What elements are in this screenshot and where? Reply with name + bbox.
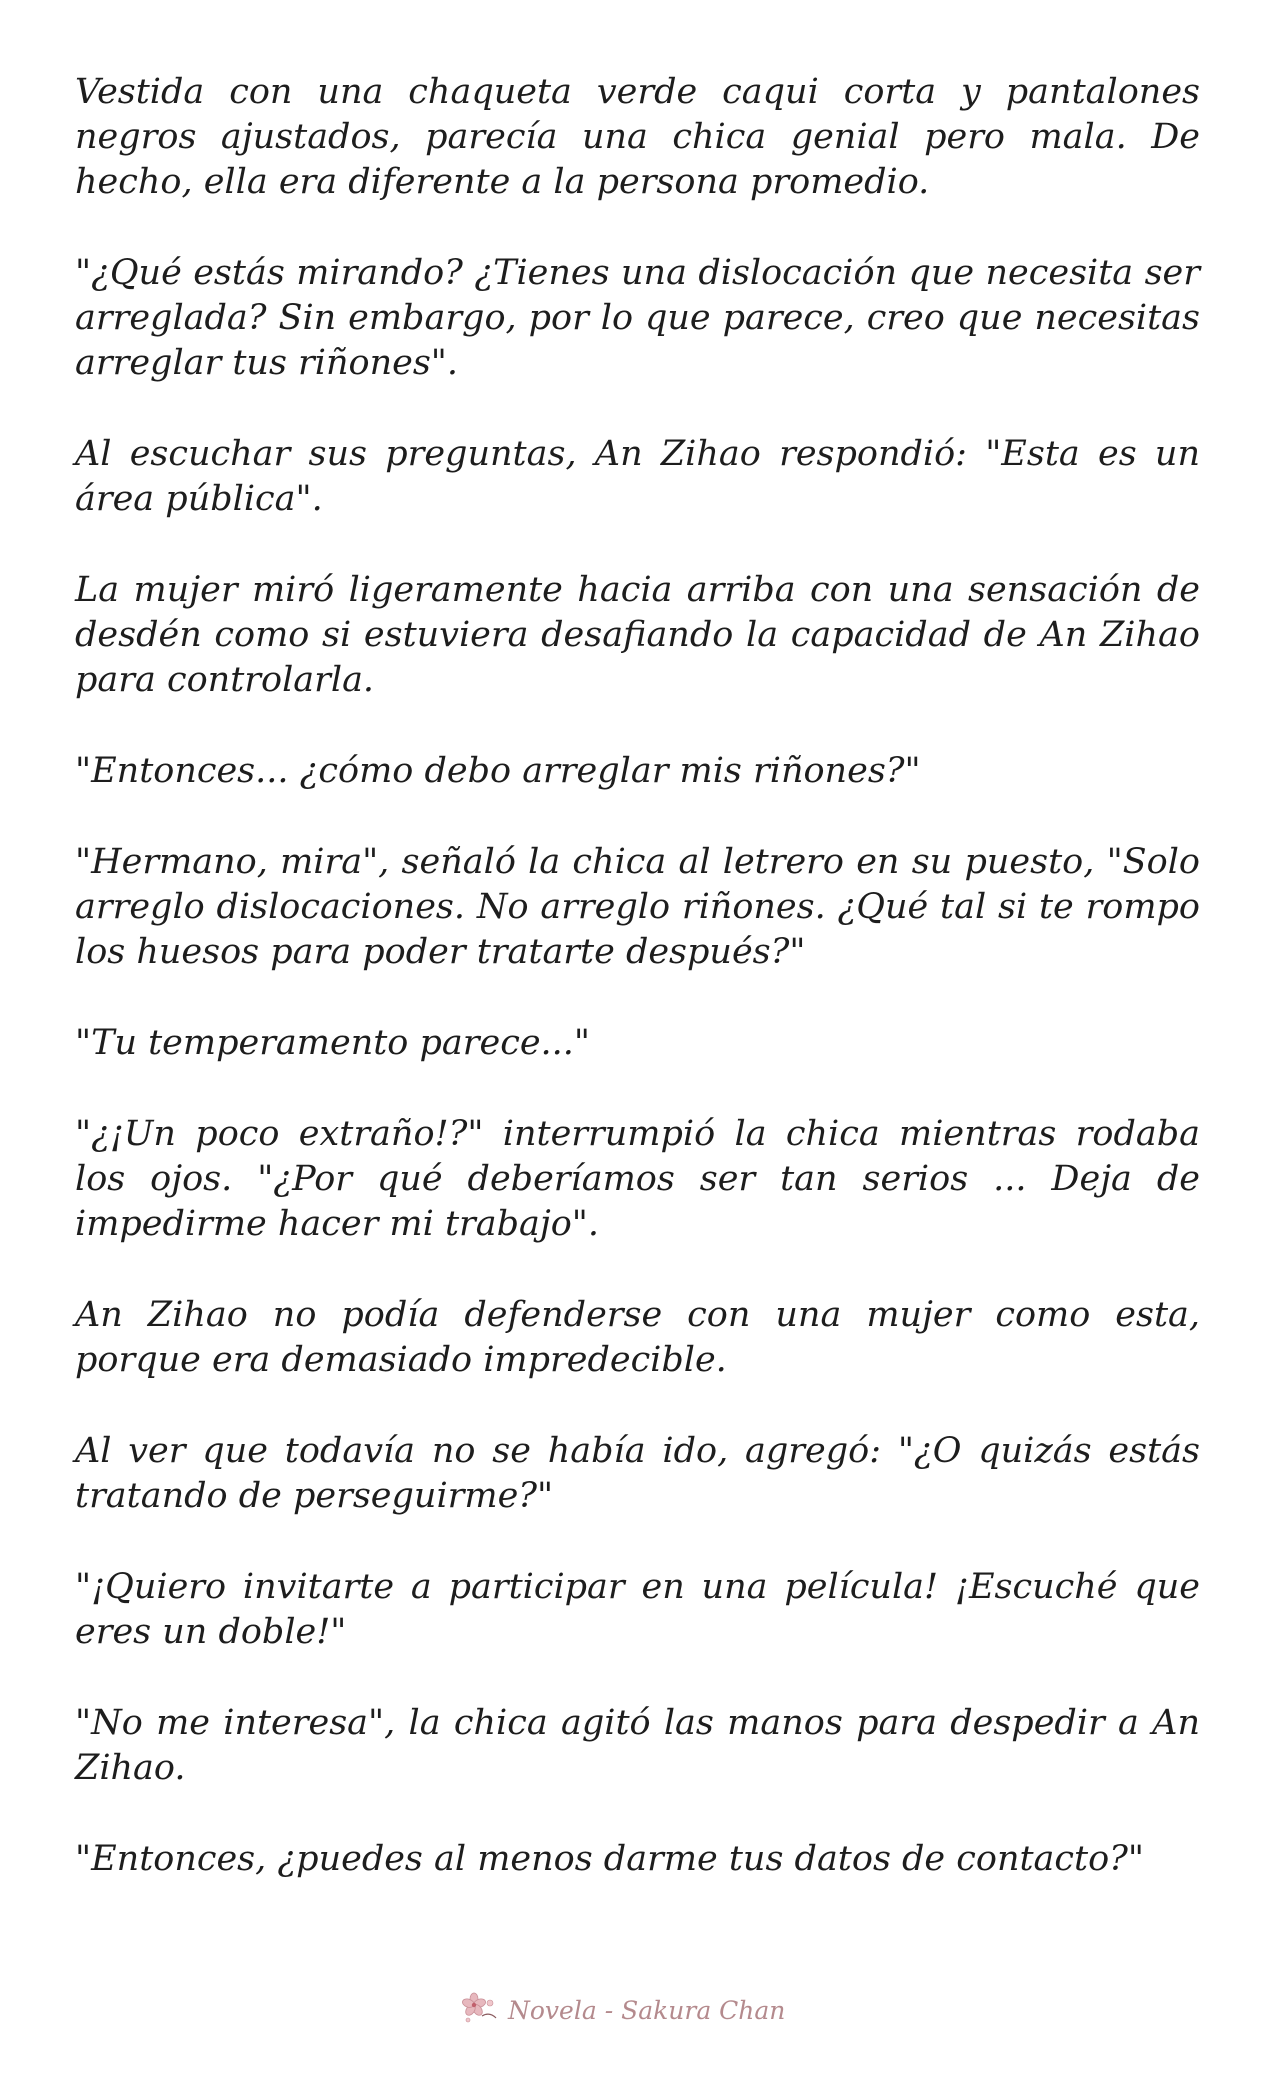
paragraph: "Entonces, ¿puedes al menos darme tus datos de contacto?" [75,1839,1145,1879]
watermark [460,1988,820,2032]
sakura-flower-icon [460,1990,500,2030]
paragraph: Al escuchar sus preguntas, An Zihao respondió: "Esta es un área pública". [75,434,1200,519]
paragraph: "¿Qué estás mirando? ¿Tienes una dislocación que necesita ser arreglada? Sin embargo, por lo que parece, creo que necesitas arreglar tus riñones". [75,253,1200,383]
paragraph: "Entonces... ¿cómo debo arreglar mis riñones?" [75,751,921,791]
paragraph: Vestida con una chaqueta verde caqui corta y pantalones negros ajustados, parecía una chica genial pero mala. De hecho, ella era diferente a la persona promedio. [75,72,1200,202]
paragraph: "Tu temperamento parece..." [75,1023,591,1063]
paragraph: "Hermano, mira", señaló la chica al letrero en su puesto, "Solo arreglo dislocaciones. No arreglo riñones. ¿Qué tal si te rompo los huesos para poder tratarte después?" [75,842,1200,972]
paragraph: La mujer miró ligeramente hacia arriba con una sensación de desdén como si estuviera desafiando la capacidad de An Zihao para controlarla. [75,570,1200,700]
watermark-text: Novela - Sakura Chan [508,1995,786,2025]
paragraph: Al ver que todavía no se había ido, agregó: "¿O quizás estás tratando de perseguirme?" [75,1431,1200,1516]
paragraph: "¿¡Un poco extraño!?" interrumpió la chica mientras rodaba los ojos. "¿Por qué deberíamos ser tan serios ... Deja de impedirme hacer mi trabajo". [75,1114,1200,1244]
paragraph: An Zihao no podía defenderse con una mujer como esta, porque era demasiado impredecible. [75,1295,1200,1380]
paragraph: "No me interesa", la chica agitó las manos para despedir a An Zihao. [75,1703,1200,1788]
document-body [75,70,1200,1928]
paragraph: "¡Quiero invitarte a participar en una película! ¡Escuché que eres un doble!" [75,1567,1200,1652]
